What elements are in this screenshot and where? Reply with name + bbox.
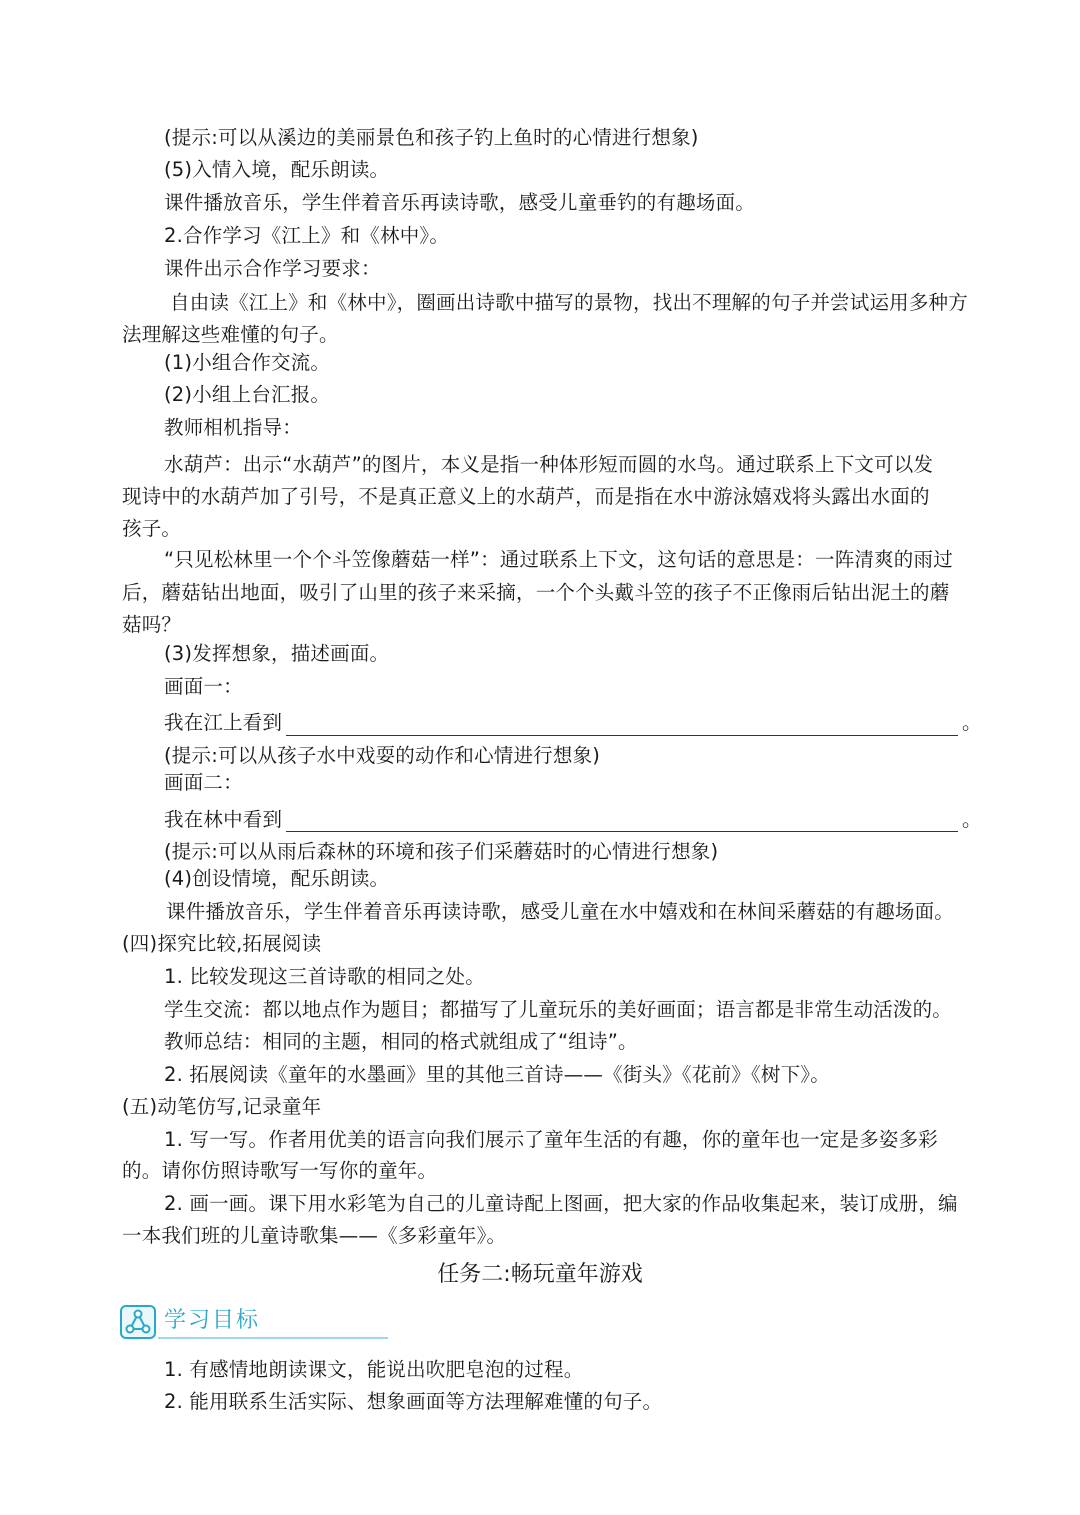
section-heading: (五)动笔仿写,记录童年 <box>122 1095 322 1118</box>
hint-text: (提示:可以从溪边的美丽景色和孩子钓上鱼时的心情进行想象) <box>164 126 699 149</box>
subsection-heading: 2.合作学习《江上》和《林中》。 <box>164 224 450 247</box>
paragraph-line: 课件出示合作学习要求： <box>164 257 381 280</box>
step-heading: (2)小组上台汇报。 <box>164 383 331 406</box>
list-item: 1. 有感情地朗读课文，能说出吹肥皂泡的过程。 <box>164 1358 584 1381</box>
paragraph-line: 课件播放音乐，学生伴着音乐再读诗歌，感受儿童垂钓的有趣场面。 <box>164 191 756 214</box>
step-heading: (3)发挥想象，描述画面。 <box>164 642 390 665</box>
paragraph-line: 学生交流：都以地点作为题目；都描写了儿童玩乐的美好画面；语言都是非常生动活泼的。 <box>164 998 953 1021</box>
paragraph-line: 教师总结：相同的主题，相同的格式就组成了“组诗”。 <box>164 1030 638 1053</box>
list-item: 2. 能用联系生活实际、想象画面等方法理解难懂的句子。 <box>164 1390 663 1413</box>
task-title: 任务二:畅玩童年游戏 <box>437 1262 643 1287</box>
paragraph-line: 法理解这些难懂的句子。 <box>122 323 339 346</box>
step-heading: (1)小组合作交流。 <box>164 351 331 374</box>
paragraph-line: 孩子。 <box>122 517 182 540</box>
fill-blank-line[interactable] <box>286 735 958 736</box>
list-item: 2. 画一画。课下用水彩笔为自己的儿童诗配上图画，把大家的作品收集起来，装订成册，编 <box>164 1192 958 1215</box>
paragraph-line: 后，蘑菇钻出地面，吸引了山里的孩子来采摘，一个个头戴斗笠的孩子不正像雨后钻出泥土的蘑 <box>122 581 950 604</box>
section-heading: (四)探究比较,拓展阅读 <box>122 932 322 955</box>
fill-blank-line[interactable] <box>286 831 958 832</box>
step-heading: (5)入情入境，配乐朗读。 <box>164 158 390 181</box>
fill-end-punct: 。 <box>962 711 982 734</box>
paragraph-line: 菇吗？ <box>122 613 182 636</box>
paragraph-line: 的。请你仿照诗歌写一写你的童年。 <box>122 1159 438 1182</box>
fill-end-punct: 。 <box>962 808 982 831</box>
list-item: 2. 拓展阅读《童年的水墨画》里的其他三首诗——《街头》《花前》《树下》。 <box>164 1063 830 1086</box>
list-item: 1. 写一写。作者用优美的语言向我们展示了童年生活的有趣，你的童年也一定是多姿多彩 <box>164 1128 939 1151</box>
paragraph-line: 画面一： <box>164 675 243 698</box>
paragraph-line: 教师相机指导： <box>164 416 302 439</box>
paragraph-line: 现诗中的水葫芦加了引号，不是真正意义上的水葫芦，而是指在水中游泳嬉戏将头露出水面的 <box>122 485 930 508</box>
badge-underline <box>158 1337 388 1339</box>
network-icon <box>120 1305 156 1339</box>
paragraph-line: 课件播放音乐，学生伴着音乐再读诗歌，感受儿童在水中嬉戏和在林间采蘑菇的有趣场面。 <box>166 900 955 923</box>
badge-label: 学习目标 <box>164 1308 261 1333</box>
fill-prompt: 我在江上看到 <box>164 711 283 734</box>
paragraph-line: 一本我们班的儿童诗歌集——《多彩童年》。 <box>122 1224 507 1247</box>
paragraph-line: 画面二： <box>164 771 243 794</box>
learning-goals-badge <box>120 1303 270 1341</box>
fill-prompt: 我在林中看到 <box>164 808 283 831</box>
hint-text: (提示:可以从孩子水中戏耍的动作和心情进行想象) <box>164 744 601 767</box>
step-heading: (4)创设情境，配乐朗读。 <box>164 867 390 890</box>
paragraph-line: 水葫芦：出示“水葫芦”的图片，本义是指一种体形短而圆的水鸟。通过联系上下文可以发 <box>164 453 934 476</box>
list-item: 1. 比较发现这三首诗歌的相同之处。 <box>164 965 485 988</box>
hint-text: (提示:可以从雨后森林的环境和孩子们采蘑菇时的心情进行想象) <box>164 840 719 863</box>
paragraph-line: 自由读《江上》和《林中》，圈画出诗歌中描写的景物，找出不理解的句子并尝试运用多种方 <box>170 291 968 314</box>
paragraph-line: “只见松林里一个个斗笠像蘑菇一样”：通过联系上下文，这句话的意思是：一阵清爽的雨过 <box>164 548 953 571</box>
